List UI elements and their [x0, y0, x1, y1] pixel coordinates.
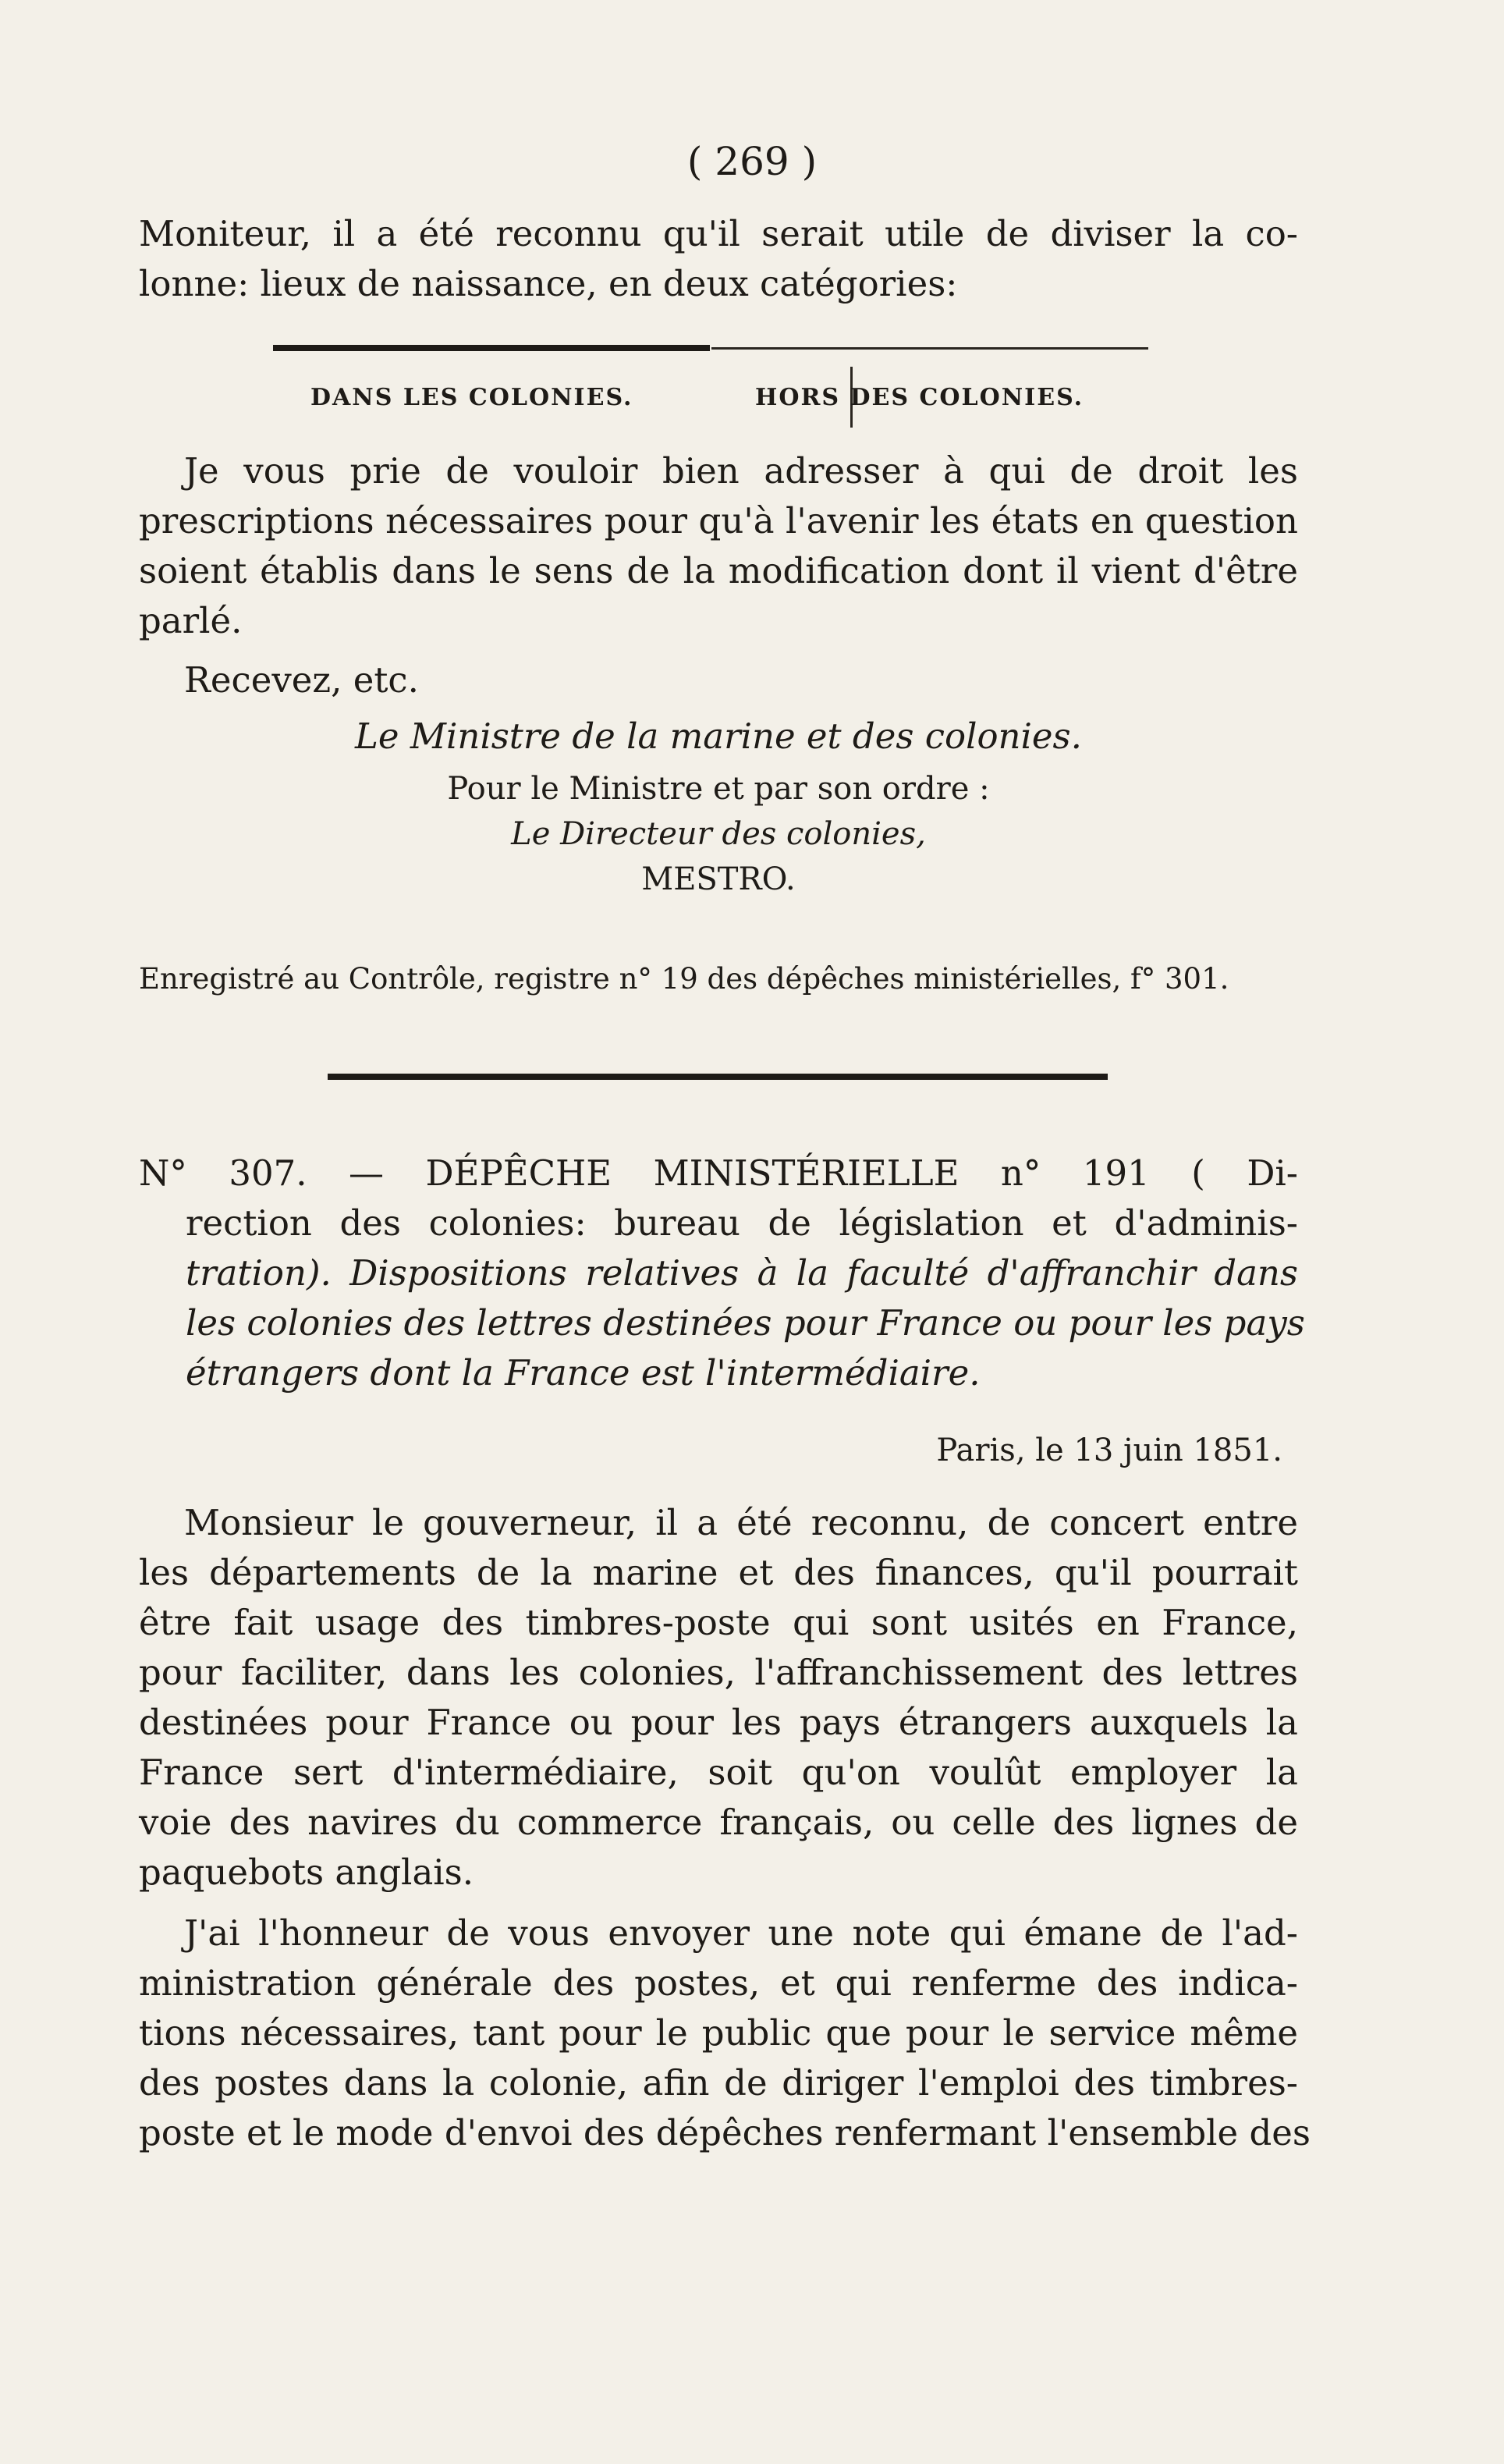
registration-note — [139, 957, 1298, 1002]
date-line: Paris, le 13 juin 1851. — [936, 1433, 1282, 1468]
text-line: J'ai l'honneur de vous envoyer une note qui émane de l'ad- — [184, 1912, 1298, 1954]
signatory-name: MESTRO. — [641, 861, 796, 897]
heading-line: tration). Dispositions relatives à la faculté d'affranchir dans — [186, 1252, 1298, 1294]
text-line: ministration générale des postes, et qui renferme des indica- — [139, 1962, 1298, 2004]
table-rule-right — [711, 347, 1148, 350]
section-separator — [328, 1074, 1108, 1080]
text-line: soient établis dans le sens de la modification dont il vient d'être — [139, 550, 1298, 591]
text-line: tions nécessaires, tant pour le public que pour le service même — [139, 2012, 1298, 2054]
table-rule-left — [273, 345, 710, 351]
body-paragraph-1 — [139, 1498, 1298, 1898]
minister-title: Le Ministre de la marine et des colonies. — [355, 715, 1082, 757]
closing — [139, 655, 1298, 705]
request-paragraph — [139, 446, 1298, 646]
text-line: prescriptions nécessaires pour qu'à l'avenir les états en question — [139, 500, 1298, 541]
closing-line: Recevez, etc. — [184, 659, 419, 701]
text-line: France sert d'intermédiaire, soit qu'on voulût employer la — [139, 1752, 1298, 1793]
column-header-colonies: DANS LES COLONIES. — [310, 384, 633, 411]
text-line: voie des navires du commerce français, ou celle des lignes de — [139, 1802, 1298, 1843]
text-line: Monsieur le gouverneur, il a été reconnu, de concert entre — [184, 1502, 1298, 1543]
text-line: poste et le mode d'envoi des dépêches renfermant l'ensemble des — [139, 2112, 1311, 2153]
dispatch-heading — [139, 1149, 1305, 1398]
for-minister: Pour le Ministre et par son ordre : — [447, 771, 990, 807]
text-line: pour faciliter, dans les colonies, l'affranchissement des lettres — [139, 1652, 1298, 1693]
registration-line: Enregistré au Contrôle, registre n° 19 des dépêches ministérielles, f° 301. — [139, 962, 1229, 996]
text-line: des postes dans la colonie, afin de diriger l'emploi des timbres- — [139, 2062, 1298, 2104]
heading-line: les colonies des lettres destinées pour France ou pour les pays — [186, 1302, 1305, 1344]
text-line: les départements de la marine et des finances, qu'il pourrait — [139, 1552, 1298, 1593]
text-line: parlé. — [139, 600, 243, 641]
text-line: paquebots anglais. — [139, 1852, 474, 1893]
text-line: être fait usage des timbres-poste qui sont usités en France, — [139, 1602, 1298, 1643]
intro-text — [139, 209, 1298, 309]
signature-block — [139, 712, 1298, 902]
dateline — [139, 1428, 1298, 1473]
director-title: Le Directeur des colonies, — [511, 816, 926, 852]
category-table — [139, 367, 1298, 429]
body-paragraph-2 — [139, 1908, 1311, 2158]
heading-line: étrangers dont la France est l'intermédiaire. — [186, 1352, 981, 1394]
column-header-hors-colonies: HORS DES COLONIES. — [755, 384, 1084, 411]
heading-line: N° 307. — DÉPÊCHE MINISTÉRIELLE n° 191 ( Di- — [139, 1152, 1298, 1194]
text-line: Moniteur, il a été reconnu qu'il serait utile de diviser la co- — [139, 213, 1298, 254]
heading-line: rection des colonies: bureau de législation et d'adminis- — [186, 1202, 1298, 1244]
text-line: destinées pour France ou pour les pays étrangers auxquels la — [139, 1702, 1298, 1743]
text-line: Je vous prie de vouloir bien adresser à qui de droit les — [184, 450, 1298, 492]
text-line: lonne: lieux de naissance, en deux catégories: — [139, 263, 958, 304]
page-number: ( 269 ) — [686, 139, 818, 184]
